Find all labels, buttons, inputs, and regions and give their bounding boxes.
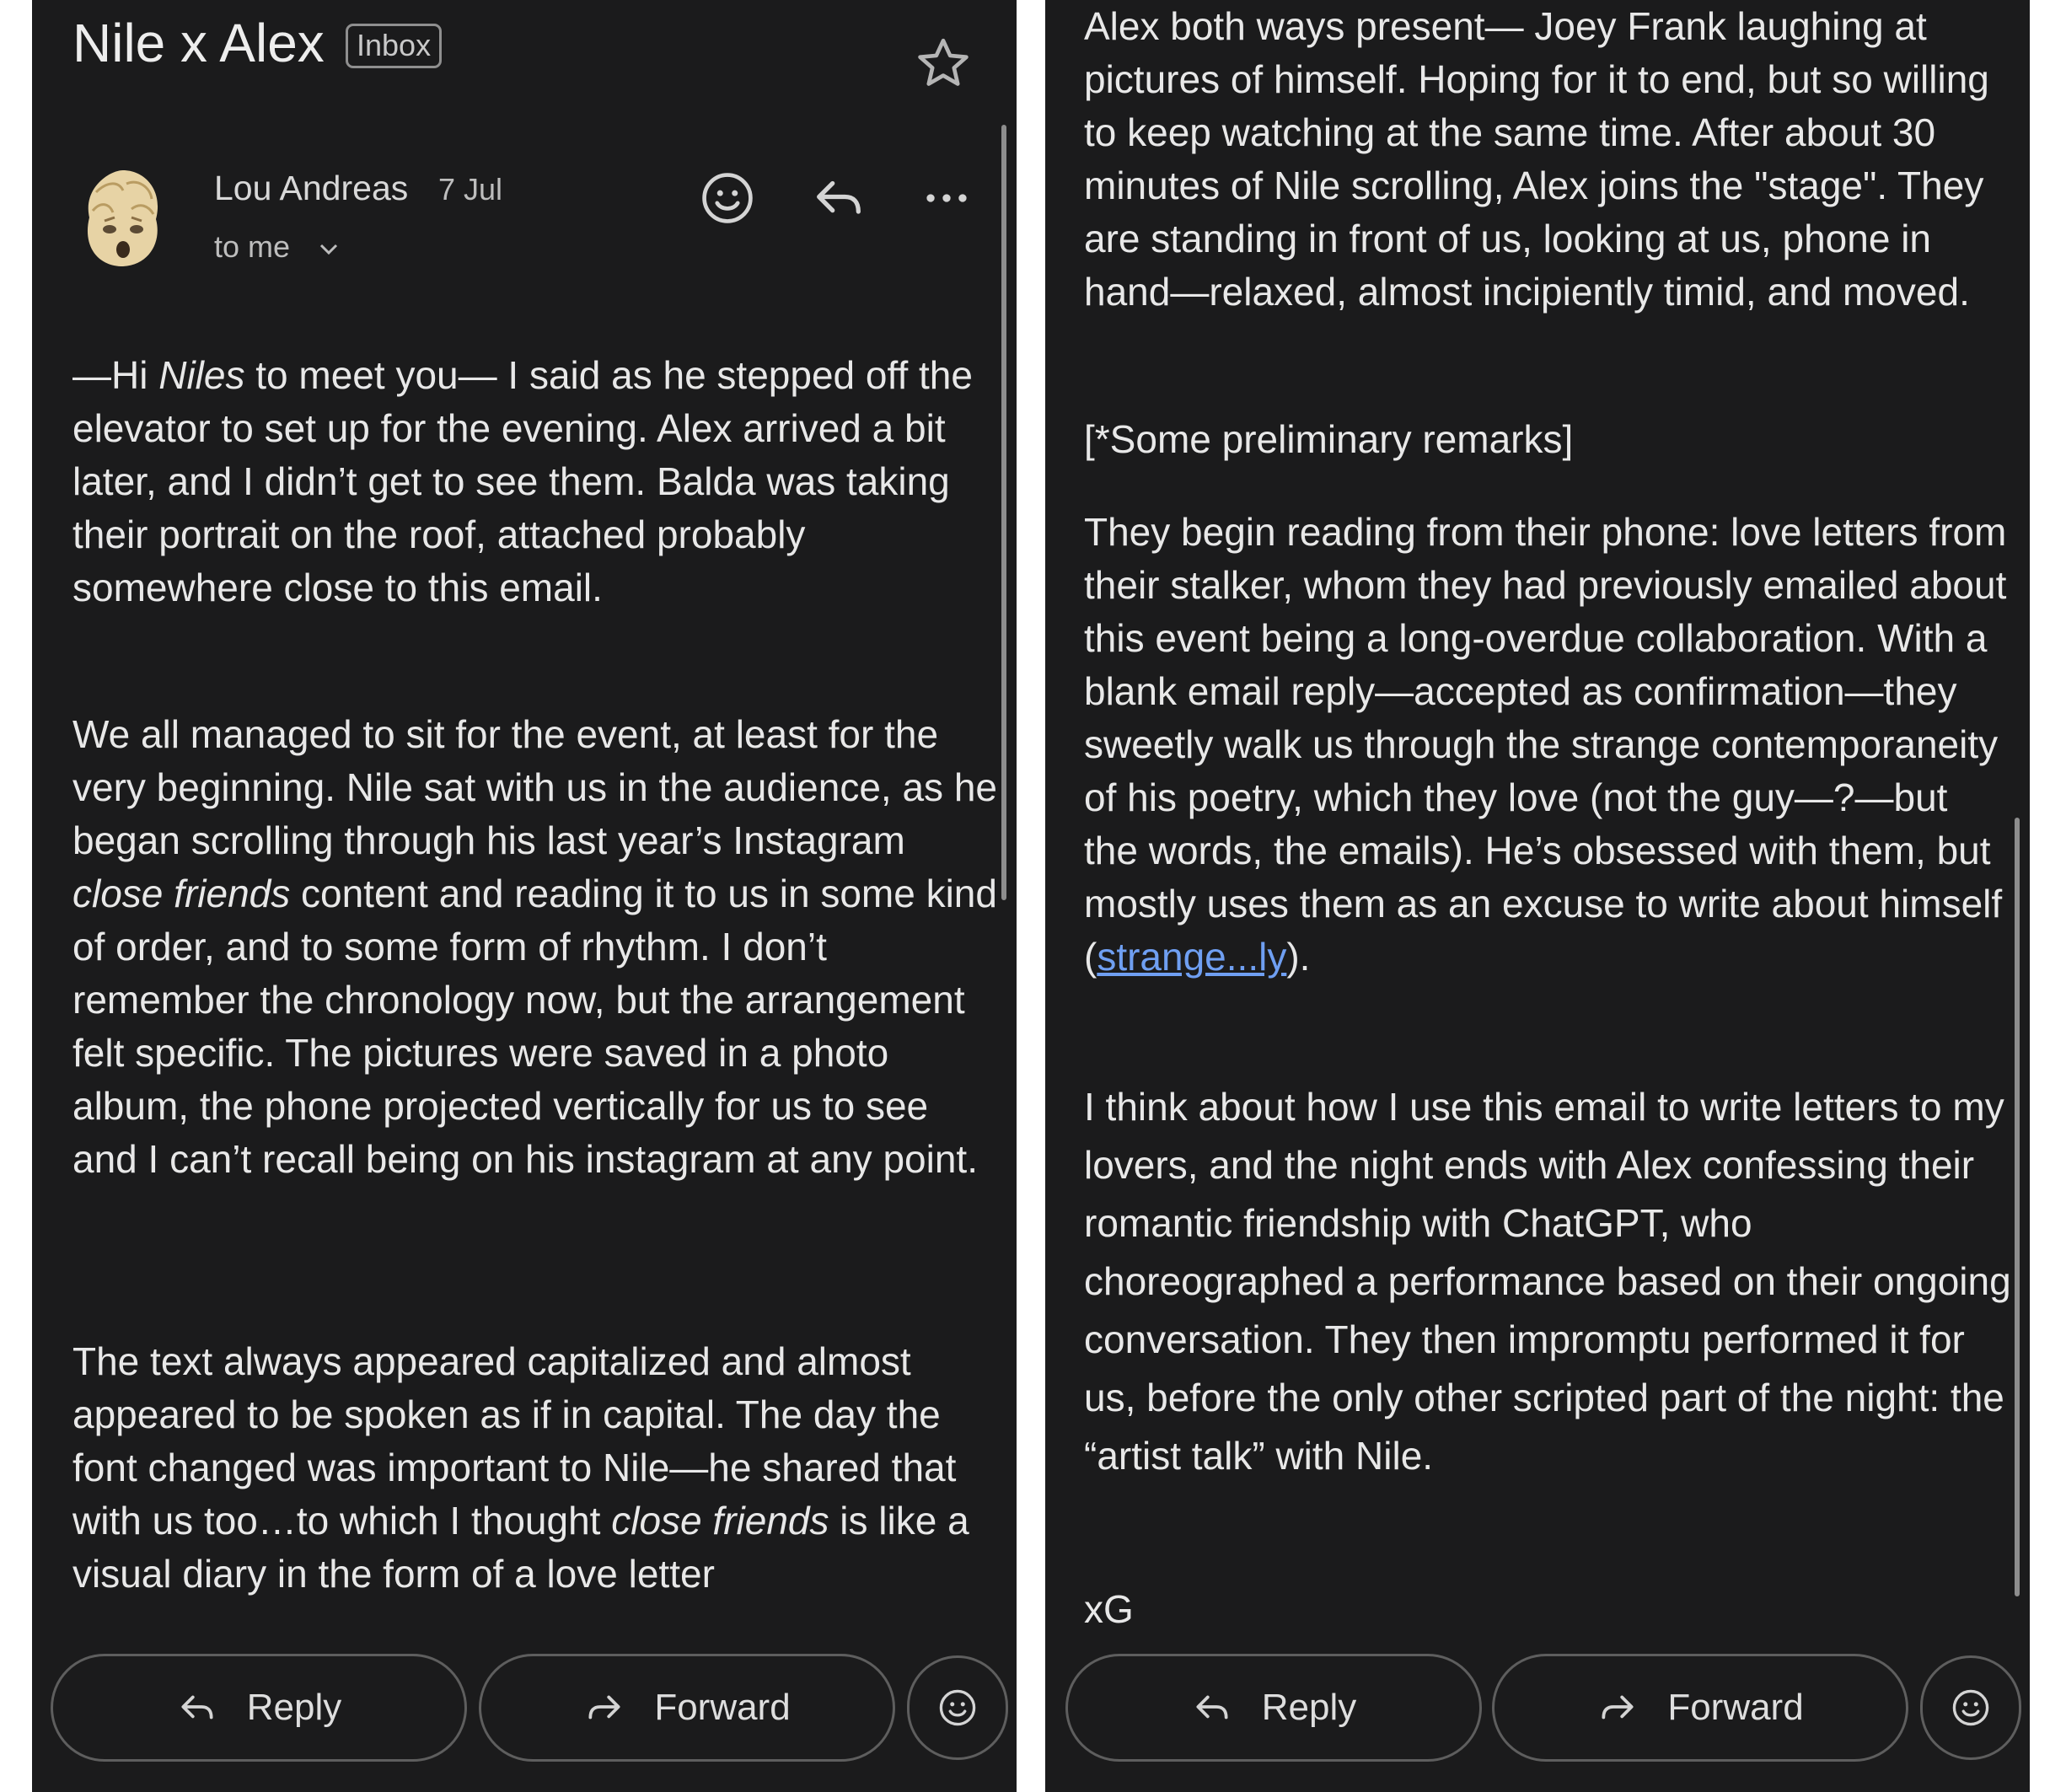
reply-label: Reply xyxy=(246,1687,342,1728)
body-paragraph-4: Alex both ways present— Joey Frank laughing at pictures of himself. Hoping for it to end, but so willing to keep watching at the same time. After about 30 minutes of Nile scrolling, Alex joins the "stage". They are standing in front of us, looking at us, phone in hand—relaxed, almost incipiently timid, and moved. xyxy=(1084,4,1989,314)
more-vert-icon[interactable] xyxy=(917,169,976,228)
body-paragraph-1: —Hi Niles to meet you— I said as he stepped off the elevator to set up for the evening. Alex arrived a bit later, and I didn’t get to see them. Balda was taking their portrait on the roof, attached probably somewhere close to this email. xyxy=(72,353,973,609)
email-panel-right xyxy=(1045,0,2030,1792)
star-icon[interactable] xyxy=(914,34,973,93)
scrollbar[interactable] xyxy=(1001,125,1006,900)
scrollbar[interactable] xyxy=(2015,818,2020,1596)
strange-link[interactable]: strange...ly xyxy=(1097,935,1287,979)
chevron-down-icon[interactable] xyxy=(317,241,341,258)
forward-label: Forward xyxy=(1667,1687,1804,1728)
forward-label: Forward xyxy=(654,1687,791,1728)
emoji-icon xyxy=(1950,1687,1992,1729)
emoji-react-button[interactable] xyxy=(1920,1655,2021,1760)
avatar[interactable] xyxy=(76,167,169,271)
forward-icon xyxy=(1596,1687,1639,1729)
signoff: xG xyxy=(1084,1587,1134,1631)
body-clip xyxy=(32,1335,1017,1632)
body-paragraph-6: They begin reading from their phone: love letters from their stalker, whom they had previously emailed about this event being a long-overdue collaboration. With a blank email reply—accepted as confirmation—they sweetly walk us through the strange contemporaneity of his poetry, which they love (not the guy—?—but the words, the emails). He’s obsessed with them, but mostly uses them as an excuse to write about himself (strange...ly). xyxy=(1084,510,2007,979)
reply-button[interactable] xyxy=(51,1654,467,1762)
inbox-label-badge[interactable]: Inbox xyxy=(346,24,442,68)
email-panel-left xyxy=(32,0,1017,1792)
email-date: 7 Jul xyxy=(438,172,503,207)
emoji-icon xyxy=(936,1687,979,1729)
body-paragraph-3: The text always appeared capitalized and almost appeared to be spoken as if in capital. The day the font changed was important to Nile—he shared that with us too…to which I thought close friends is like a visual diary in the form of a love letter xyxy=(72,1339,969,1596)
forward-icon xyxy=(583,1687,625,1729)
reply-button[interactable] xyxy=(1065,1654,1482,1762)
body-paragraph-5: [*Some preliminary remarks] xyxy=(1084,417,1574,461)
email-subject: Nile x Alex xyxy=(72,13,325,73)
emoji-icon[interactable] xyxy=(698,169,757,228)
recipient-summary[interactable]: to me xyxy=(214,229,291,264)
reply-icon[interactable] xyxy=(809,169,868,228)
body-paragraph-2: We all managed to sit for the event, at least for the very beginning. Nile sat with us in the audience, as he began scrolling through his last year’s Instagram close friends content and reading it to us in some kind of order, and to some form of rhythm. I don’t remember the chronology now, but the arrangement felt specific. The pictures were saved in a photo album, the phone projected vertically for us to see and I can’t recall being on his instagram at any point. xyxy=(72,712,997,1181)
body-paragraph-7: I think about how I use this email to write letters to my lovers, and the night ends with Alex confessing their romantic friendship with ChatGPT, who choreographed a performance based on their ongoing conversation. They then impromptu performed it for us, before the only other scripted part of the night: the “artist talk” with Nile. xyxy=(1084,1085,2011,1478)
forward-button[interactable] xyxy=(1492,1654,1908,1762)
forward-button[interactable] xyxy=(479,1654,895,1762)
reply-icon xyxy=(1191,1687,1233,1729)
emoji-react-button[interactable] xyxy=(907,1655,1008,1760)
sender-name[interactable]: Lou Andreas xyxy=(214,169,409,207)
reply-label: Reply xyxy=(1261,1687,1357,1728)
reply-icon xyxy=(176,1687,218,1729)
